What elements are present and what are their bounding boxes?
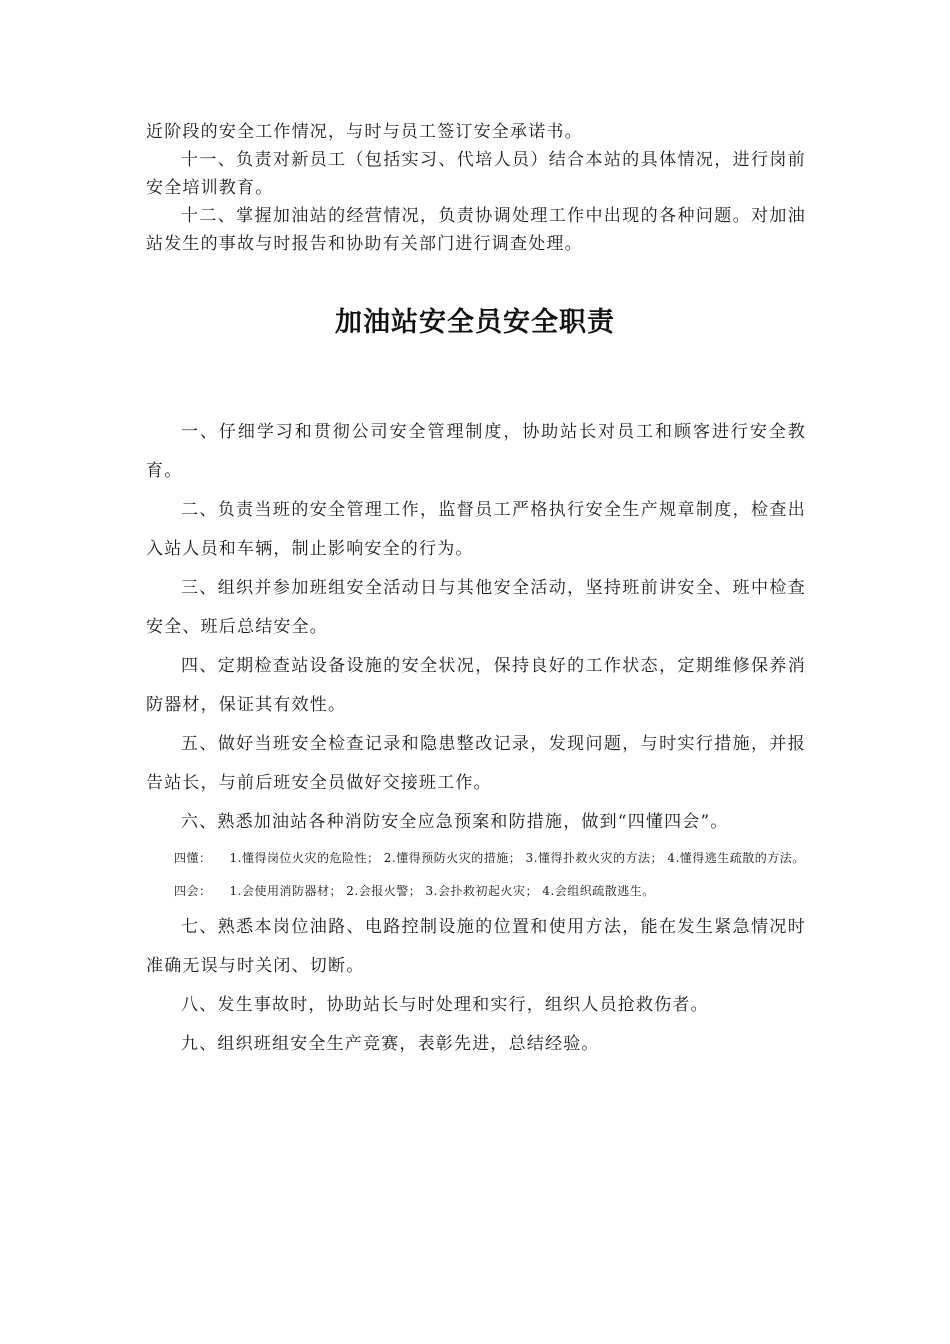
intro-section (146, 118, 806, 258)
note-sidong-text: 1.懂得岗位火灾的危险性； 2.懂得预防火灾的措施； 3.懂得扑救火灾的方法； 4.懂得逃生疏散的方法。 (229, 851, 805, 865)
intro-item-11: 十一、负责对新员工（包括实习、代培人员）结合本站的具体情况，进行岗前安全培训教育。 (146, 150, 806, 198)
duty-item-1: 一、仔细学习和贯彻公司安全管理制度，协助站长对员工和顾客进行安全教育。 (146, 422, 806, 481)
page-title: 加油站安全员安全职责 (335, 307, 615, 338)
duty-item-4: 四、定期检查站设备设施的安全状况，保持良好的工作状态，定期维修保养消防器材，保证其有效性。 (146, 656, 806, 715)
note-sihui (146, 875, 806, 908)
duty-item-7: 七、熟悉本岗位油路、电路控制设施的位置和使用方法，能在发生紧急情况时准确无误与时关闭、切断。 (146, 917, 806, 976)
intro-item-12: 十二、掌握加油站的经营情况，负责协调处理工作中出现的各种问题。对加油站发生的事故与时报告和协助有关部门进行调查处理。 (146, 206, 806, 254)
note-sidong (146, 842, 806, 875)
note-sihui-label: 四会： (174, 884, 212, 898)
duties-section (146, 413, 806, 1064)
note-sihui-text: 1.会使用消防器材； 2.会报火警； 3.会扑救初起火灾； 4.会组织疏散逃生。 (229, 884, 655, 898)
duty-item-3: 三、组织并参加班组安全活动日与其他安全活动，坚持班前讲安全、班中检查安全、班后总结安全。 (146, 578, 806, 637)
duty-item-5: 五、做好当班安全检查记录和隐患整改记录，发现问题，与时实行措施，并报告站长，与前后班安全员做好交接班工作。 (146, 734, 806, 793)
duty-item-6: 六、熟悉加油站各种消防安全应急预案和防措施，做到“四懂四会”。 (181, 812, 729, 832)
note-sidong-label: 四懂： (174, 851, 212, 865)
duty-item-8: 八、发生事故时，协助站长与时处理和实行，组织人员抢救伤者。 (181, 995, 709, 1015)
duty-item-2: 二、负责当班的安全管理工作，监督员工严格执行安全生产规章制度，检查出入站人员和车辆，制止影响安全的行为。 (146, 500, 806, 559)
intro-line: 近阶段的安全工作情况，与时与员工签订安全承诺书。 (146, 122, 583, 142)
duty-item-9: 九、组织班组安全生产竞赛，表彰先进，总结经验。 (181, 1034, 600, 1054)
